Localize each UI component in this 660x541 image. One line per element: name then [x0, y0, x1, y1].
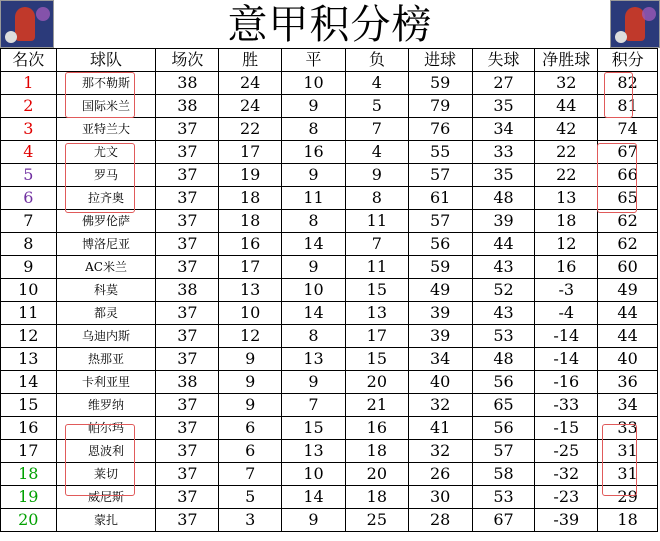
goal-diff-cell: -15 [535, 417, 598, 440]
rank-cell: 17 [1, 440, 57, 463]
goals-against-cell: 67 [472, 509, 535, 532]
rank-cell: 18 [1, 463, 57, 486]
points-cell: 60 [598, 256, 658, 279]
points-cell: 65 [598, 187, 658, 210]
rank-cell: 8 [1, 233, 57, 256]
losses-cell: 8 [345, 187, 408, 210]
draws-cell: 14 [282, 233, 346, 256]
wins-cell: 5 [219, 486, 282, 509]
goal-diff-cell: 12 [535, 233, 598, 256]
team-cell: 乌迪内斯 [56, 325, 156, 348]
table-header-row [1, 49, 658, 72]
table-row [1, 210, 658, 233]
rank-cell: 14 [1, 371, 57, 394]
table-row [1, 486, 658, 509]
team-cell: 蒙扎 [56, 509, 156, 532]
played-cell: 37 [156, 210, 219, 233]
rank-cell: 13 [1, 348, 57, 371]
table-row [1, 302, 658, 325]
draws-cell: 10 [282, 72, 346, 95]
rank-cell: 16 [1, 417, 57, 440]
points-cell: 33 [598, 417, 658, 440]
goals-against-cell: 56 [472, 371, 535, 394]
goal-diff-cell: 13 [535, 187, 598, 210]
goal-diff-cell: 16 [535, 256, 598, 279]
goals-against-cell: 27 [472, 72, 535, 95]
team-cell: 热那亚 [56, 348, 156, 371]
standings-table [0, 48, 658, 532]
draws-cell: 8 [282, 210, 346, 233]
goal-diff-cell: 18 [535, 210, 598, 233]
goals-against-cell: 53 [472, 325, 535, 348]
losses-cell: 11 [345, 210, 408, 233]
team-cell: 威尼斯 [56, 486, 156, 509]
points-cell: 29 [598, 486, 658, 509]
losses-cell: 4 [345, 72, 408, 95]
losses-cell: 13 [345, 302, 408, 325]
draws-cell: 14 [282, 302, 346, 325]
draws-cell: 7 [282, 394, 346, 417]
played-cell: 37 [156, 164, 219, 187]
team-cell: 亚特兰大 [56, 118, 156, 141]
goal-diff-cell: -39 [535, 509, 598, 532]
draws-cell: 13 [282, 440, 346, 463]
wins-cell: 6 [219, 417, 282, 440]
rank-cell: 7 [1, 210, 57, 233]
goals-for-cell: 40 [408, 371, 472, 394]
wins-cell: 7 [219, 463, 282, 486]
table-row [1, 233, 658, 256]
points-cell: 62 [598, 233, 658, 256]
played-cell: 38 [156, 279, 219, 302]
losses-cell: 18 [345, 440, 408, 463]
played-cell: 37 [156, 417, 219, 440]
played-cell: 37 [156, 233, 219, 256]
goals-for-cell: 59 [408, 72, 472, 95]
rank-cell: 3 [1, 118, 57, 141]
draws-cell: 13 [282, 348, 346, 371]
header-team: 球队 [56, 49, 156, 72]
team-cell: 帕尔玛 [56, 417, 156, 440]
header-wins: 胜 [219, 49, 282, 72]
team-cell: AC米兰 [56, 256, 156, 279]
draws-cell: 8 [282, 325, 346, 348]
goals-against-cell: 43 [472, 256, 535, 279]
goals-for-cell: 34 [408, 348, 472, 371]
wins-cell: 24 [219, 72, 282, 95]
played-cell: 37 [156, 302, 219, 325]
losses-cell: 20 [345, 463, 408, 486]
goals-for-cell: 57 [408, 164, 472, 187]
played-cell: 38 [156, 72, 219, 95]
played-cell: 37 [156, 486, 219, 509]
draws-cell: 9 [282, 95, 346, 118]
table-row [1, 72, 658, 95]
table-row [1, 371, 658, 394]
rank-cell: 10 [1, 279, 57, 302]
rank-cell: 15 [1, 394, 57, 417]
goal-diff-cell: 42 [535, 118, 598, 141]
goal-diff-cell: -33 [535, 394, 598, 417]
draws-cell: 15 [282, 417, 346, 440]
rank-cell: 19 [1, 486, 57, 509]
team-cell: 国际米兰 [56, 95, 156, 118]
losses-cell: 7 [345, 118, 408, 141]
played-cell: 37 [156, 256, 219, 279]
losses-cell: 9 [345, 164, 408, 187]
team-cell: 罗马 [56, 164, 156, 187]
played-cell: 37 [156, 509, 219, 532]
goals-for-cell: 57 [408, 210, 472, 233]
team-cell: 都灵 [56, 302, 156, 325]
goals-for-cell: 55 [408, 141, 472, 164]
goals-for-cell: 32 [408, 440, 472, 463]
table-row [1, 348, 658, 371]
goals-for-cell: 28 [408, 509, 472, 532]
points-cell: 44 [598, 302, 658, 325]
wins-cell: 3 [219, 509, 282, 532]
player-image-right [610, 0, 660, 48]
goals-against-cell: 56 [472, 417, 535, 440]
goals-against-cell: 48 [472, 348, 535, 371]
wins-cell: 9 [219, 371, 282, 394]
goals-for-cell: 32 [408, 394, 472, 417]
rank-cell: 1 [1, 72, 57, 95]
points-cell: 62 [598, 210, 658, 233]
goals-for-cell: 76 [408, 118, 472, 141]
wins-cell: 18 [219, 187, 282, 210]
draws-cell: 9 [282, 164, 346, 187]
wins-cell: 6 [219, 440, 282, 463]
team-cell: 维罗纳 [56, 394, 156, 417]
rank-cell: 2 [1, 95, 57, 118]
goals-against-cell: 43 [472, 302, 535, 325]
table-row [1, 440, 658, 463]
table-row [1, 417, 658, 440]
goals-for-cell: 79 [408, 95, 472, 118]
played-cell: 37 [156, 348, 219, 371]
wins-cell: 12 [219, 325, 282, 348]
played-cell: 37 [156, 187, 219, 210]
rank-cell: 5 [1, 164, 57, 187]
goals-against-cell: 34 [472, 118, 535, 141]
rank-cell: 4 [1, 141, 57, 164]
goals-for-cell: 39 [408, 325, 472, 348]
goals-against-cell: 39 [472, 210, 535, 233]
draws-cell: 10 [282, 279, 346, 302]
title-bar [0, 0, 660, 48]
goals-against-cell: 35 [472, 95, 535, 118]
losses-cell: 16 [345, 417, 408, 440]
team-cell: 那不勒斯 [56, 72, 156, 95]
goal-diff-cell: -32 [535, 463, 598, 486]
team-cell: 科莫 [56, 279, 156, 302]
rank-cell: 12 [1, 325, 57, 348]
table-row [1, 509, 658, 532]
losses-cell: 5 [345, 95, 408, 118]
rank-cell: 20 [1, 509, 57, 532]
goals-against-cell: 35 [472, 164, 535, 187]
points-cell: 31 [598, 440, 658, 463]
goal-diff-cell: -4 [535, 302, 598, 325]
page-title: 意甲积分榜 [227, 2, 433, 48]
goals-for-cell: 39 [408, 302, 472, 325]
table-row [1, 394, 658, 417]
goal-diff-cell: 22 [535, 164, 598, 187]
losses-cell: 15 [345, 279, 408, 302]
played-cell: 38 [156, 95, 219, 118]
table-row [1, 463, 658, 486]
wins-cell: 17 [219, 256, 282, 279]
goals-for-cell: 41 [408, 417, 472, 440]
goal-diff-cell: 32 [535, 72, 598, 95]
rank-cell: 9 [1, 256, 57, 279]
wins-cell: 22 [219, 118, 282, 141]
wins-cell: 9 [219, 394, 282, 417]
team-cell: 恩波利 [56, 440, 156, 463]
goal-diff-cell: -16 [535, 371, 598, 394]
header-rank: 名次 [1, 49, 57, 72]
points-cell: 34 [598, 394, 658, 417]
points-cell: 49 [598, 279, 658, 302]
team-cell: 佛罗伦萨 [56, 210, 156, 233]
wins-cell: 9 [219, 348, 282, 371]
goals-against-cell: 48 [472, 187, 535, 210]
points-cell: 31 [598, 463, 658, 486]
goal-diff-cell: -14 [535, 325, 598, 348]
header-goals-for: 进球 [408, 49, 472, 72]
table-row [1, 118, 658, 141]
points-cell: 66 [598, 164, 658, 187]
points-cell: 81 [598, 95, 658, 118]
points-cell: 67 [598, 141, 658, 164]
losses-cell: 20 [345, 371, 408, 394]
wins-cell: 17 [219, 141, 282, 164]
played-cell: 37 [156, 141, 219, 164]
played-cell: 38 [156, 371, 219, 394]
goals-against-cell: 52 [472, 279, 535, 302]
header-goal-diff: 净胜球 [535, 49, 598, 72]
team-cell: 尤文 [56, 141, 156, 164]
goals-for-cell: 30 [408, 486, 472, 509]
goals-for-cell: 61 [408, 187, 472, 210]
team-cell: 莱切 [56, 463, 156, 486]
draws-cell: 11 [282, 187, 346, 210]
losses-cell: 17 [345, 325, 408, 348]
wins-cell: 16 [219, 233, 282, 256]
losses-cell: 15 [345, 348, 408, 371]
team-cell: 博洛尼亚 [56, 233, 156, 256]
draws-cell: 16 [282, 141, 346, 164]
header-losses: 负 [345, 49, 408, 72]
goals-against-cell: 57 [472, 440, 535, 463]
draws-cell: 10 [282, 463, 346, 486]
played-cell: 37 [156, 325, 219, 348]
goals-for-cell: 59 [408, 256, 472, 279]
points-cell: 44 [598, 325, 658, 348]
table-row [1, 95, 658, 118]
losses-cell: 25 [345, 509, 408, 532]
team-cell: 拉齐奥 [56, 187, 156, 210]
draws-cell: 9 [282, 371, 346, 394]
wins-cell: 13 [219, 279, 282, 302]
header-played: 场次 [156, 49, 219, 72]
played-cell: 37 [156, 394, 219, 417]
goal-diff-cell: -3 [535, 279, 598, 302]
losses-cell: 18 [345, 486, 408, 509]
table-row [1, 256, 658, 279]
goal-diff-cell: 22 [535, 141, 598, 164]
goals-for-cell: 26 [408, 463, 472, 486]
team-cell: 卡利亚里 [56, 371, 156, 394]
table-row [1, 141, 658, 164]
goal-diff-cell: -25 [535, 440, 598, 463]
draws-cell: 14 [282, 486, 346, 509]
draws-cell: 9 [282, 256, 346, 279]
goals-for-cell: 49 [408, 279, 472, 302]
table-row [1, 187, 658, 210]
losses-cell: 7 [345, 233, 408, 256]
goals-against-cell: 53 [472, 486, 535, 509]
points-cell: 40 [598, 348, 658, 371]
wins-cell: 18 [219, 210, 282, 233]
header-draws: 平 [282, 49, 346, 72]
goal-diff-cell: -14 [535, 348, 598, 371]
goals-against-cell: 58 [472, 463, 535, 486]
points-cell: 18 [598, 509, 658, 532]
wins-cell: 19 [219, 164, 282, 187]
points-cell: 36 [598, 371, 658, 394]
losses-cell: 21 [345, 394, 408, 417]
table-row [1, 325, 658, 348]
goals-against-cell: 65 [472, 394, 535, 417]
points-cell: 74 [598, 118, 658, 141]
table-row [1, 279, 658, 302]
wins-cell: 24 [219, 95, 282, 118]
draws-cell: 9 [282, 509, 346, 532]
rank-cell: 6 [1, 187, 57, 210]
goal-diff-cell: -23 [535, 486, 598, 509]
points-cell: 82 [598, 72, 658, 95]
goals-for-cell: 56 [408, 233, 472, 256]
wins-cell: 10 [219, 302, 282, 325]
draws-cell: 8 [282, 118, 346, 141]
played-cell: 37 [156, 118, 219, 141]
header-goals-against: 失球 [472, 49, 535, 72]
goal-diff-cell: 44 [535, 95, 598, 118]
header-points: 积分 [598, 49, 658, 72]
goals-against-cell: 44 [472, 233, 535, 256]
table-row [1, 164, 658, 187]
losses-cell: 11 [345, 256, 408, 279]
losses-cell: 4 [345, 141, 408, 164]
played-cell: 37 [156, 463, 219, 486]
goals-against-cell: 33 [472, 141, 535, 164]
rank-cell: 11 [1, 302, 57, 325]
played-cell: 37 [156, 440, 219, 463]
